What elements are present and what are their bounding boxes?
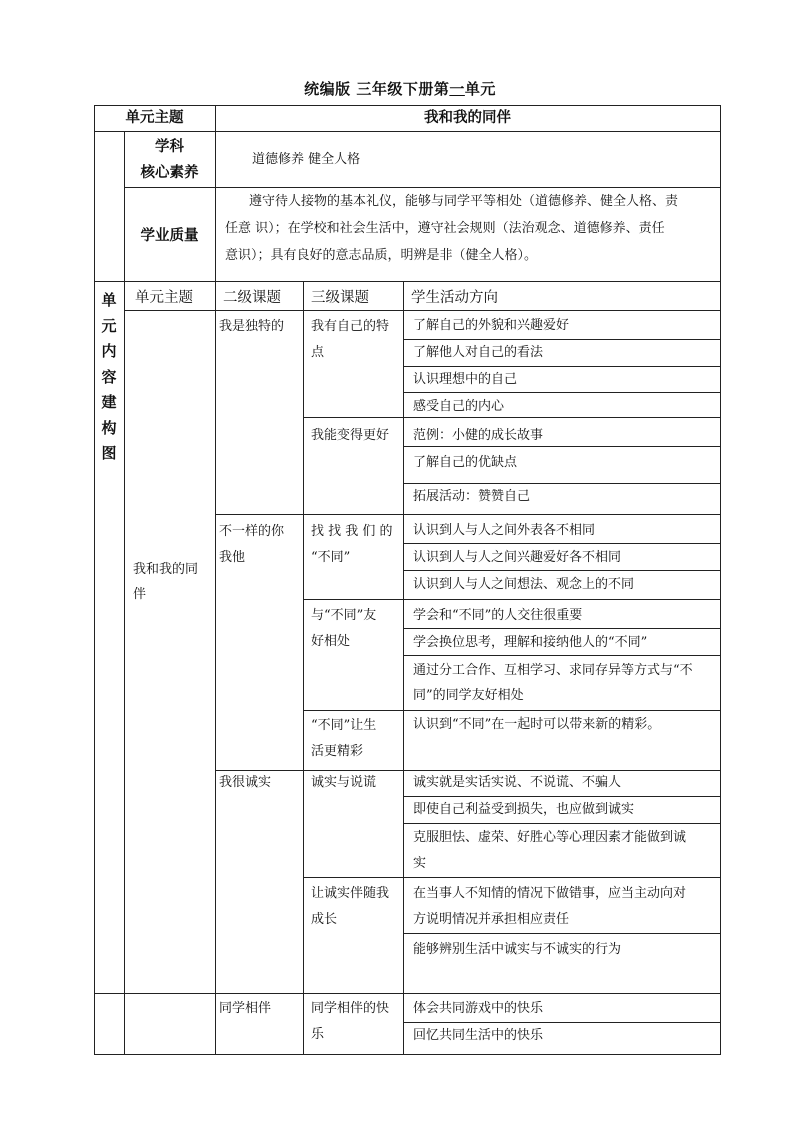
core-literacy-value: 道德修养 健全人格 (252, 152, 361, 167)
header-label: 单元主题 (125, 109, 184, 126)
level3-item: 活更精彩 (311, 744, 364, 759)
activity-item: 即使自己利益受到损失，也应做到诚实 (413, 802, 635, 817)
col-header-level2: 二级课题 (223, 290, 281, 306)
activity-item: 拓展活动：赞赞自己 (413, 489, 531, 504)
header-value: 我和我的同伴 (424, 109, 511, 126)
level3-item: 点 (311, 345, 325, 360)
col-header-activities: 学生活动方向 (411, 290, 498, 306)
academic-quality-line-3: 意识）；具有良好的意志品质，明辨是非（健全人格）。 (225, 248, 538, 263)
academic-quality-line-2: 任意 识）；在学校和社会生活中，遵守社会规则（法治观念、道德修养、责任 (225, 221, 665, 236)
title-prefix: 统编版 三年级下册第 (304, 80, 450, 98)
level3-item: 乐 (311, 1027, 325, 1042)
title-unit-number: 一 (449, 80, 465, 98)
level3-item: 我能变得更好 (311, 428, 390, 443)
activity-item: 诚实就是实话实说、不说谎、不骗人 (413, 775, 622, 790)
level3-item: 成长 (311, 912, 338, 927)
unit-plan-table (94, 105, 721, 1055)
activity-item: 体会共同游戏中的快乐 (413, 1001, 544, 1016)
level3-item: “不同”让生 (311, 718, 377, 733)
activity-item: 认识到“不同”在一起时可以带来新的精彩。 (413, 717, 661, 732)
activity-item: 回忆共同生活中的快乐 (413, 1028, 544, 1043)
activity-item: 通过分工合作、互相学习、求同存异等方式与“不 (413, 663, 693, 678)
level2-item: 同学相伴 (219, 1001, 272, 1016)
academic-quality-label: 学业质量 (140, 227, 199, 244)
level3-item: 找 找 我 们 的 (311, 524, 393, 539)
row-line (94, 131, 721, 132)
row-line (303, 599, 721, 600)
title-suffix: 单元 (464, 80, 496, 98)
core-literacy-label-1: 学科 (155, 138, 184, 155)
level3-item: 诚实与说谎 (311, 775, 377, 790)
activity-item: 学会换位思考，理解和接纳他人的“不同” (413, 635, 648, 650)
row-line (403, 823, 721, 824)
col-line (403, 281, 404, 1055)
col-header-level3: 三级课题 (311, 290, 369, 306)
level2-item: 我他 (219, 550, 246, 565)
activity-item: 了解自己的外貌和兴趣爱好 (413, 318, 570, 333)
row-line (94, 281, 721, 282)
activity-item: 了解自己的优缺点 (413, 455, 518, 470)
col-line (215, 131, 216, 281)
unit-theme-line-1: 我和我的同 (133, 562, 199, 577)
activity-item: 认识到人与人之间兴趣爱好各不相同 (413, 550, 622, 565)
activity-item: 能够辨别生活中诚实与不诚实的行为 (413, 942, 622, 957)
activity-item: 克服胆怯、虚荣、好胜心等心理因素才能做到诚 (413, 830, 687, 845)
section-label: 单元内容建构图 (101, 291, 117, 462)
level3-item: 让诚实伴随我 (311, 886, 390, 901)
document-title (0, 78, 800, 99)
activity-item: 了解他人对自己的看法 (413, 345, 544, 360)
row-line (303, 877, 721, 878)
level2-item: 不一样的你 (219, 524, 285, 539)
row-line (94, 993, 721, 994)
activity-item: 实 (413, 856, 427, 871)
row-line (303, 710, 721, 711)
activity-item: 认识到人与人之间想法、观念上的不同 (413, 577, 635, 592)
col-line (124, 281, 125, 1055)
activity-item: 范例：小健的成长故事 (413, 428, 544, 443)
level3-item: “不同” (311, 550, 351, 565)
level3-item: 同学相伴的快 (311, 1001, 390, 1016)
border-bottom (94, 1054, 721, 1055)
core-literacy-label-2: 核心素养 (140, 164, 199, 181)
activity-item: 认识理想中的自己 (413, 372, 518, 387)
row-line (124, 187, 721, 188)
level2-item: 我是独特的 (219, 319, 285, 334)
academic-quality-line-1: 遵守待人接物的基本礼仪，能够与同学平等相处（道德修养、健全人格、责 (249, 194, 679, 209)
activity-item: 方说明情况并承担相应责任 (413, 912, 570, 927)
activity-item: 在当事人不知情的情况下做错事，应当主动向对 (413, 886, 687, 901)
activity-item: 认识到人与人之间外表各不相同 (413, 523, 596, 538)
unit-theme-line-2: 伴 (133, 587, 147, 602)
col-line (215, 281, 216, 1055)
level2-item: 我很诚实 (219, 775, 272, 790)
activity-item: 同”的同学友好相处 (413, 688, 524, 703)
level3-item: 好相处 (311, 634, 351, 649)
row-line (303, 417, 721, 418)
activity-item: 学会和“不同”的人交往很重要 (413, 608, 583, 623)
border-left (94, 105, 95, 1055)
level3-item: 我有自己的特 (311, 319, 390, 334)
level3-item: 与“不同”友 (311, 608, 377, 623)
col-line (303, 281, 304, 1055)
activity-item: 感受自己的内心 (413, 399, 505, 414)
row-line (215, 514, 721, 515)
border-right (720, 105, 721, 1055)
col-header-unit-theme: 单元主题 (135, 290, 193, 306)
row-line (403, 933, 721, 934)
